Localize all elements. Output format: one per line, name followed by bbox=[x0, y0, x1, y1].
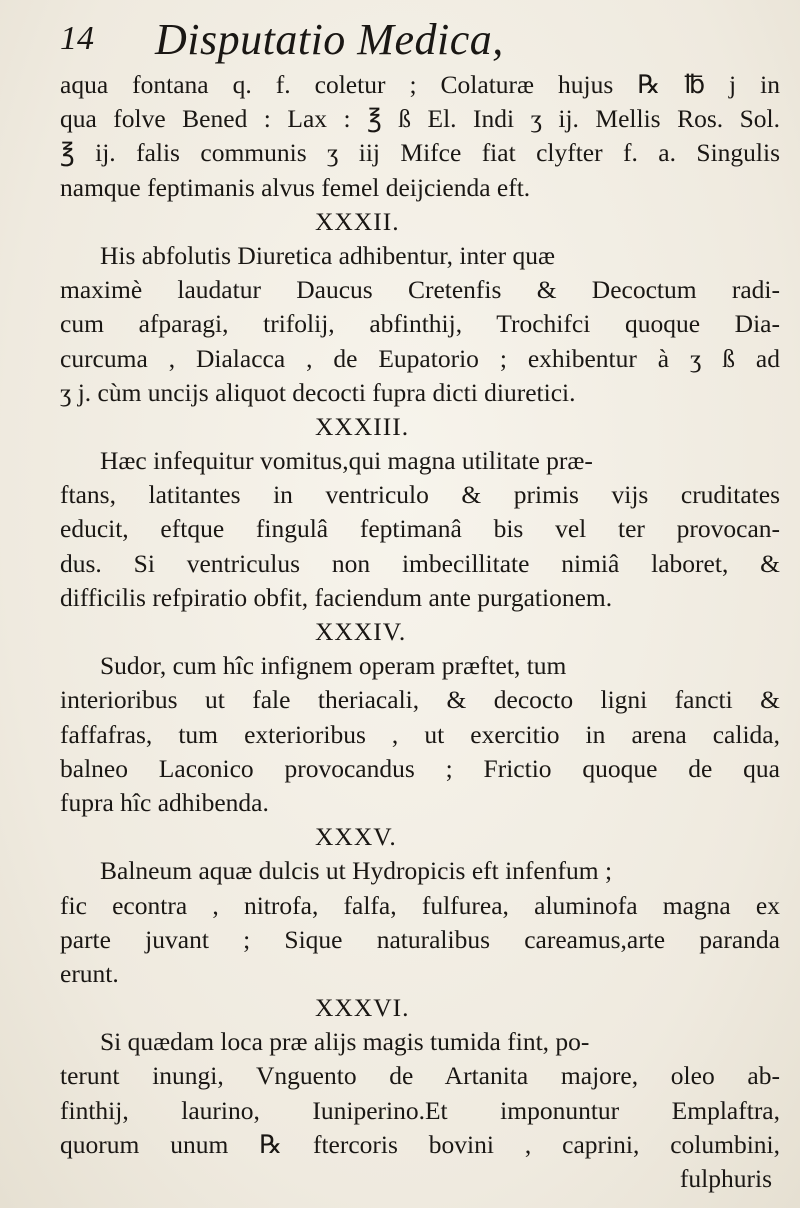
text-line: fupra hîc adhibenda. bbox=[60, 787, 269, 817]
running-title: Disputatio Medica, bbox=[155, 15, 504, 64]
text-line: qua folve Bened : Lax : ℥ ß El. Indi ʒ ij. Mellis Ros. Sol. bbox=[60, 104, 780, 134]
text-line: ftans, latitantes in ventriculo & primis vijs cruditates bbox=[60, 480, 780, 510]
text-line: curcuma , Dialacca , de Eupatorio ; exhibentur à ʒ ß ad bbox=[60, 343, 780, 373]
text-line: Sudor, cum hîc infignem operam præftet, tum bbox=[100, 651, 567, 681]
text-line: dus. Si ventriculus non imbecillitate nimiâ laboret, & bbox=[60, 548, 780, 578]
text-line: namque feptimanis alvus femel deijcienda eft. bbox=[60, 172, 531, 202]
body-text bbox=[60, 68, 780, 1196]
text-line: terunt inungi, Vnguento de Artanita majore, oleo ab- bbox=[60, 1061, 780, 1091]
text-line: Hæc infequitur vomitus,qui magna utilitate præ- bbox=[100, 446, 593, 476]
catchword: fulphuris bbox=[679, 1164, 772, 1193]
section-heading: XXXIV. bbox=[315, 617, 407, 646]
text-line: Si quædam loca præ alijs magis tumida fint, po- bbox=[100, 1027, 590, 1057]
text-line: maximè laudatur Daucus Cretenfis & Decoctum radi- bbox=[60, 275, 780, 305]
section-heading: XXXVI. bbox=[315, 993, 410, 1023]
section-heading: XXXV. bbox=[315, 822, 397, 852]
section-heading: XXXIII. bbox=[315, 411, 410, 441]
text-line: aqua fontana q. f. coletur ; Colaturæ hujus ℞ ℔ j in bbox=[60, 70, 780, 99]
text-line: educit, eftque fingulâ feptimanâ bis vel ter provocan- bbox=[60, 514, 780, 544]
text-line: ℥ ij. falis communis ʒ iij Mifce fiat clyfter f. a. Singulis bbox=[60, 138, 780, 168]
text-line: cum afparagi, trifolij, abfinthij, Trochifci quoque Dia- bbox=[60, 309, 780, 339]
page-number: 14 bbox=[60, 20, 94, 57]
text-line: ʒ j. cùm uncijs aliquot decocti fupra dicti diuretici. bbox=[60, 377, 576, 407]
text-line: difficilis refpiratio obfit, faciendum ante purgationem. bbox=[60, 582, 613, 612]
text-line: parte juvant ; Sique naturalibus careamus,arte paranda bbox=[60, 924, 780, 954]
text-line: fic econtra , nitrofa, falfa, fulfurea, aluminofa magna ex bbox=[60, 890, 780, 920]
text-line: finthij, laurino, Iuniperino.Et imponuntur Emplaftra, bbox=[60, 1095, 780, 1125]
text-line: His abfolutis Diuretica adhibentur, inter quæ bbox=[100, 240, 556, 270]
text-line: faffafras, tum exterioribus , ut exercitio in arena calida, bbox=[60, 719, 780, 749]
text-line: balneo Laconico provocandus ; Frictio quoque de qua bbox=[60, 753, 780, 783]
text-line: quorum unum ℞ ftercoris bovini , caprini, columbini, bbox=[60, 1129, 780, 1159]
text-line: Balneum aquæ dulcis ut Hydropicis eft infenfum ; bbox=[100, 856, 613, 886]
text-line: erunt. bbox=[60, 958, 119, 988]
page-header bbox=[60, 14, 760, 68]
section-heading: XXXII. bbox=[315, 206, 400, 236]
text-line: interioribus ut fale theriacali, & decocto ligni fancti & bbox=[60, 685, 780, 715]
